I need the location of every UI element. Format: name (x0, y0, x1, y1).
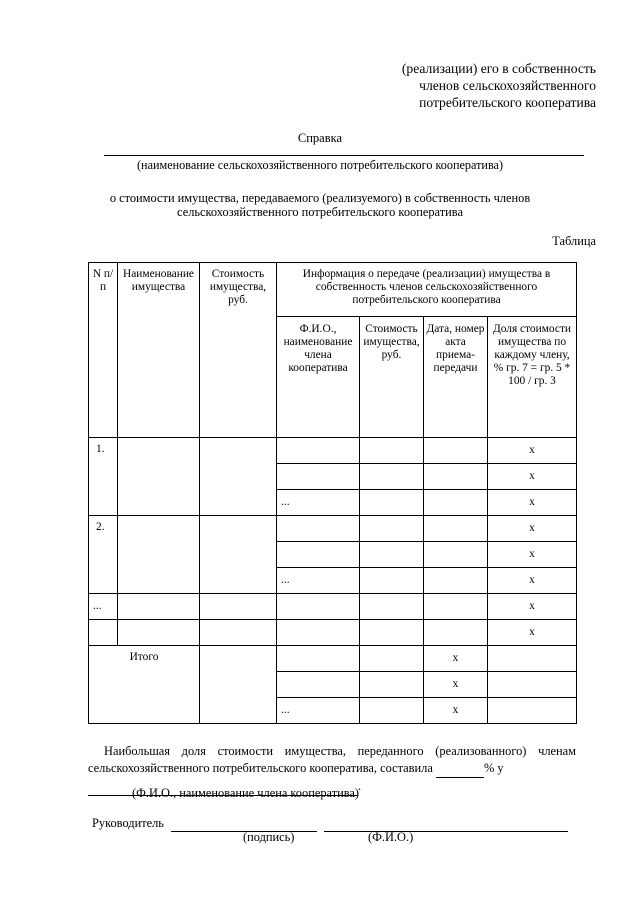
cell-share (488, 646, 577, 672)
cell-member (277, 646, 360, 672)
cell-member: ... (277, 490, 360, 516)
header-name: Наименование имущества (118, 263, 200, 438)
cell-cost (200, 516, 277, 594)
cell-share: х (488, 490, 577, 516)
cell-member-cost (360, 464, 424, 490)
table-label: Таблица (552, 234, 596, 248)
summary-end: . (358, 779, 362, 793)
cell-name (118, 594, 200, 620)
cell-share: х (488, 464, 577, 490)
table-row (89, 594, 577, 620)
cell-date: х (424, 646, 488, 672)
cell-date (424, 438, 488, 464)
header-info: Информация о передаче (реализации) имущества в собственность членов сельскохозяйственного потребительского кооператива (277, 263, 577, 317)
cell-member (277, 542, 360, 568)
cell-member-cost (360, 594, 424, 620)
cell-share: х (488, 620, 577, 646)
name-caption: (Ф.И.О.) (368, 830, 414, 844)
cell-name (118, 620, 200, 646)
header-line: (реализации) его в собственность (401, 61, 596, 76)
table-row (89, 438, 577, 464)
row-number: 1. (89, 438, 118, 516)
cell-cost (200, 438, 277, 516)
percent-blank (436, 760, 484, 778)
cell-name (118, 438, 200, 516)
signature-caption: (подпись) (243, 830, 295, 844)
table-row (89, 620, 577, 646)
cell-share: х (488, 594, 577, 620)
cell-date (424, 490, 488, 516)
cell-share (488, 698, 577, 724)
document-description (0, 191, 640, 219)
cell-date (424, 620, 488, 646)
signature-line (92, 816, 568, 832)
summary-text-tail: % у (483, 761, 504, 775)
cell-member-cost (360, 672, 424, 698)
header-block (402, 60, 596, 111)
row-number (89, 620, 118, 646)
cell-share: х (488, 542, 577, 568)
table-total-row (89, 646, 577, 672)
table-row (89, 516, 577, 542)
header-line: потребительского кооператива (419, 95, 596, 110)
cell-name (118, 516, 200, 594)
cell-member (277, 516, 360, 542)
cell-date (424, 464, 488, 490)
description-line: сельскохозяйственного потребительского кооператива (177, 205, 463, 219)
header-num: N п/п (89, 263, 118, 438)
cell-date: х (424, 672, 488, 698)
cell-member: ... (277, 568, 360, 594)
summary-text: Наибольшая доля стоимости имущества, переданного (реализованного) членам сельскохозяйственного потребительского кооператива, составила (88, 744, 576, 775)
cell-member-cost (360, 698, 424, 724)
header-member: Ф.И.О., наименование члена кооператива (277, 317, 360, 438)
cell-cost (200, 594, 277, 620)
cell-member-cost (360, 542, 424, 568)
cell-member-cost (360, 568, 424, 594)
cell-share: х (488, 568, 577, 594)
cell-member (277, 594, 360, 620)
header-date: Дата, номер акта приема-передачи (424, 317, 488, 438)
signature-label: Руководитель (92, 816, 164, 830)
header-member-cost: Стоимость имущества, руб. (360, 317, 424, 438)
cell-cost (200, 620, 277, 646)
name-blank (324, 816, 568, 832)
cell-date: х (424, 698, 488, 724)
cell-share (488, 672, 577, 698)
cell-member (277, 672, 360, 698)
table-header-row (89, 263, 577, 317)
cell-member-cost (360, 490, 424, 516)
cell-member (277, 438, 360, 464)
cell-share: х (488, 516, 577, 542)
header-cost: Стоимость имущества, руб. (200, 263, 277, 438)
cell-member (277, 464, 360, 490)
cell-date (424, 594, 488, 620)
cooperative-name-caption: (наименование сельскохозяйственного потребительского кооператива) (136, 158, 504, 172)
cell-member: ... (277, 698, 360, 724)
cooperative-name-line (104, 155, 584, 156)
cell-date (424, 568, 488, 594)
cell-date (424, 542, 488, 568)
cell-member (277, 620, 360, 646)
cell-share: х (488, 438, 577, 464)
row-number: ... (89, 594, 118, 620)
cell-member-cost (360, 646, 424, 672)
total-label: Итого (89, 646, 200, 724)
cell-member-cost (360, 620, 424, 646)
row-number: 2. (89, 516, 118, 594)
cell-date (424, 516, 488, 542)
cell-cost (200, 646, 277, 724)
cell-member-cost (360, 516, 424, 542)
property-table (88, 262, 577, 724)
member-caption: (Ф.И.О., наименование члена кооператива) (132, 786, 360, 800)
description-line: о стоимости имущества, передаваемого (реализуемого) в собственность членов (109, 191, 531, 205)
header-line: членов сельскохозяйственного (419, 78, 596, 93)
header-share: Доля стоимости имущества по каждому члену, % гр. 7 = гр. 5 * 100 / гр. 3 (488, 317, 577, 438)
cell-member-cost (360, 438, 424, 464)
document-title: Справка (297, 131, 343, 145)
